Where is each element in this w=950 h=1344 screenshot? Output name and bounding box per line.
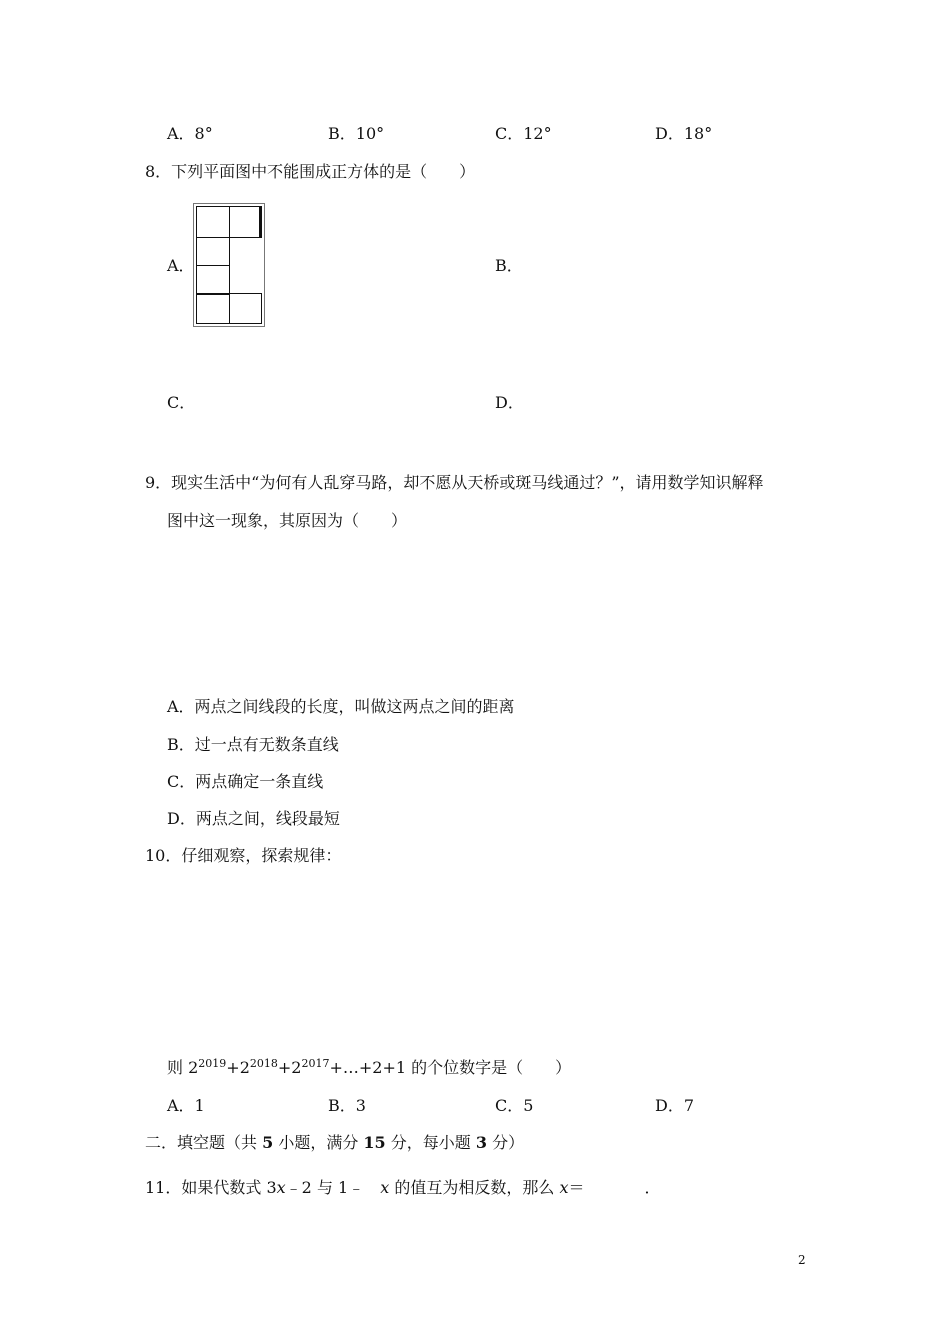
expr-suffix: +…+2+1 的个位数字是（ ） bbox=[329, 1058, 572, 1077]
expr-mid: +2 bbox=[277, 1058, 302, 1077]
q9-option-c: C．两点确定一条直线 bbox=[167, 772, 324, 791]
stem-text: ＝ bbox=[568, 1178, 585, 1197]
heading-text: 二．填空题（共 bbox=[145, 1133, 263, 1152]
net-square bbox=[196, 265, 230, 295]
net-square bbox=[229, 293, 262, 324]
per-question-score: 3 bbox=[475, 1133, 488, 1152]
variable-x: x bbox=[559, 1178, 569, 1197]
heading-text: 小题，满分 bbox=[273, 1133, 364, 1152]
stem-text: 11．如果代数式 3 bbox=[145, 1178, 277, 1197]
stem-text: ． bbox=[644, 1178, 661, 1197]
exponent-2018: 2018 bbox=[249, 1057, 278, 1070]
exponent-2019: 2019 bbox=[198, 1057, 227, 1070]
q10-option-a: A．1 bbox=[167, 1096, 205, 1115]
cube-net-figure-a bbox=[193, 203, 265, 327]
q10-option-d: D．7 bbox=[655, 1096, 695, 1115]
variable-x: x bbox=[276, 1178, 286, 1197]
q8-option-c: C． bbox=[167, 393, 196, 412]
exponent-2017: 2017 bbox=[301, 1057, 330, 1070]
q7-option-a: A．8° bbox=[167, 124, 213, 143]
q7-option-d: D．18° bbox=[655, 124, 713, 143]
q9-stem-line1: 9．现实生活中“为何有人乱穿马路，却不愿从天桥或斑马线通过？”，请用数学知识解释 bbox=[145, 473, 764, 492]
q8-option-a: A． bbox=[167, 256, 195, 275]
expr-mid: +2 bbox=[226, 1058, 250, 1077]
net-square bbox=[196, 206, 230, 238]
net-square bbox=[196, 237, 230, 267]
q8-stem: 8．下列平面图中不能围成正方体的是（ ） bbox=[145, 162, 476, 181]
q8-option-d: D． bbox=[495, 393, 524, 412]
q10-stem: 10．仔细观察，探索规律： bbox=[145, 846, 342, 865]
q9-option-b: B．过一点有无数条直线 bbox=[167, 735, 339, 754]
q9-option-d: D．两点之间，线段最短 bbox=[167, 809, 340, 828]
heading-text: 分，每小题 bbox=[385, 1133, 476, 1152]
total-score: 15 bbox=[363, 1133, 386, 1152]
q7-option-b: B．10° bbox=[328, 124, 385, 143]
q9-option-a: A．两点之间线段的长度，叫做这两点之间的距离 bbox=[167, 697, 515, 716]
stem-text: ﹣2 与 1﹣ bbox=[285, 1178, 381, 1197]
q10-expression bbox=[167, 1058, 571, 1078]
variable-x: x bbox=[380, 1178, 390, 1197]
page-number: 2 bbox=[798, 1253, 806, 1267]
section-heading bbox=[145, 1133, 524, 1153]
expr-prefix: 则 2 bbox=[167, 1058, 199, 1077]
question-count: 5 bbox=[262, 1133, 274, 1152]
stem-text: 的值互为相反数，那么 bbox=[389, 1178, 560, 1197]
q10-option-b: B．3 bbox=[328, 1096, 366, 1115]
heading-text: 分） bbox=[487, 1133, 525, 1152]
q11-stem bbox=[145, 1178, 661, 1198]
q9-stem-line2: 图中这一现象，其原因为（ ） bbox=[167, 511, 408, 530]
q10-option-c: C．5 bbox=[495, 1096, 534, 1115]
net-square bbox=[229, 206, 262, 238]
q8-option-b: B． bbox=[495, 256, 523, 275]
q7-option-c: C．12° bbox=[495, 124, 552, 143]
net-square bbox=[196, 293, 230, 324]
